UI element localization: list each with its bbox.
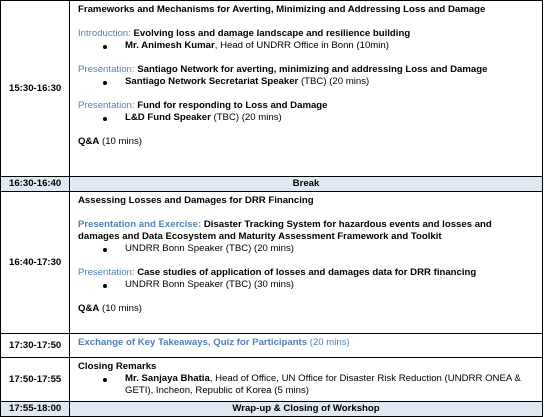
speaker-detail: (TBC) (20 mins) bbox=[210, 112, 282, 123]
break-label: Break bbox=[70, 177, 543, 192]
bullet-dot bbox=[103, 117, 107, 121]
bullet-dot bbox=[103, 45, 107, 49]
speaker-bullet bbox=[78, 112, 536, 124]
agenda-row bbox=[1, 358, 543, 402]
session-item bbox=[78, 64, 536, 76]
session-item bbox=[78, 28, 536, 40]
item-type-label: Introduction: bbox=[78, 28, 131, 39]
closing-label: Wrap-up & Closing of Workshop bbox=[70, 402, 543, 417]
speaker-detail: , Head of Office, UN Office for Disaster Risk Reduction (UNDRR ONEA & GETI), Incheon, Republic of Korea (5 mins) bbox=[125, 373, 521, 396]
agenda-row-break bbox=[1, 177, 543, 192]
speaker-bullet bbox=[78, 76, 536, 88]
session-duration: (20 mins) bbox=[307, 337, 350, 348]
qa-duration: (10 mins) bbox=[99, 303, 142, 314]
qa-line bbox=[78, 136, 536, 148]
speaker-bullet bbox=[78, 279, 536, 291]
session-item bbox=[78, 267, 536, 279]
session-item bbox=[78, 100, 536, 112]
bullet-dot bbox=[103, 378, 107, 382]
qa-line bbox=[78, 303, 536, 315]
time-cell: 16:30-16:40 bbox=[1, 177, 70, 192]
time-cell: 16:40-17:30 bbox=[1, 192, 70, 334]
speaker-bullet bbox=[78, 373, 536, 397]
speaker-bullet bbox=[78, 243, 536, 255]
time-cell: 17:50-17:55 bbox=[1, 358, 70, 402]
item-text: Case studies of application of losses and damages data for DRR financing bbox=[137, 267, 477, 278]
session-content bbox=[70, 1, 543, 177]
speaker-bullet bbox=[78, 40, 536, 52]
qa-duration: (10 mins) bbox=[99, 136, 142, 147]
item-text: Fund for responding to Loss and Damage bbox=[137, 100, 328, 111]
qa-label: Q&A bbox=[78, 136, 100, 147]
item-text: Disaster Tracking System for hazardous events and losses and damages and Data Ecosystem and Maturity Assessment Framework and Toolkit bbox=[78, 219, 492, 242]
session-item bbox=[78, 219, 536, 243]
session-title: Closing Remarks bbox=[78, 361, 157, 372]
session-content bbox=[70, 192, 543, 334]
speaker-name: Mr. Sanjaya Bhatia bbox=[125, 373, 210, 384]
speaker-detail: , Head of UNDRR Office in Bonn (10min) bbox=[214, 40, 389, 51]
agenda-row bbox=[1, 192, 543, 334]
bullet-dot bbox=[103, 248, 107, 252]
time-cell: 17:30-17:50 bbox=[1, 334, 70, 358]
speaker-name: Mr. Animesh Kumar bbox=[125, 40, 215, 51]
session-title: Exchange of Key Takeaways, Quiz for Participants bbox=[78, 337, 308, 348]
speaker-detail: UNDRR Bonn Speaker (TBC) (30 mins) bbox=[125, 279, 295, 290]
agenda-row-closing bbox=[1, 402, 543, 417]
agenda-row bbox=[1, 334, 543, 358]
item-type-label: Presentation: bbox=[78, 64, 135, 75]
item-text: Santiago Network for averting, minimizing and addressing Loss and Damage bbox=[137, 64, 488, 75]
item-type-label: Presentation: bbox=[78, 100, 135, 111]
speaker-detail: (TBC) (20 mins) bbox=[298, 76, 370, 87]
session-content bbox=[70, 358, 543, 402]
speaker-detail: UNDRR Bonn Speaker (TBC) (20 mins) bbox=[125, 243, 295, 254]
session-title: Assessing Losses and Damages for DRR Financing bbox=[78, 195, 314, 206]
speaker-name: L&D Fund Speaker bbox=[125, 112, 211, 123]
time-cell: 15:30-16:30 bbox=[1, 1, 70, 177]
time-cell: 17:55-18:00 bbox=[1, 402, 70, 417]
session-title-line bbox=[78, 337, 536, 349]
session-content bbox=[70, 334, 543, 358]
qa-label: Q&A bbox=[78, 303, 100, 314]
item-type-label: Presentation: bbox=[78, 267, 135, 278]
item-text: Evolving loss and damage landscape and resilience building bbox=[133, 28, 411, 39]
agenda-row bbox=[1, 1, 543, 177]
session-title: Frameworks and Mechanisms for Averting, Minimizing and Addressing Loss and Damage bbox=[78, 4, 486, 15]
item-type-label: Presentation and Exercise: bbox=[78, 219, 202, 230]
bullet-dot bbox=[103, 81, 107, 85]
bullet-dot bbox=[103, 284, 107, 288]
speaker-name: Santiago Network Secretariat Speaker bbox=[125, 76, 299, 87]
